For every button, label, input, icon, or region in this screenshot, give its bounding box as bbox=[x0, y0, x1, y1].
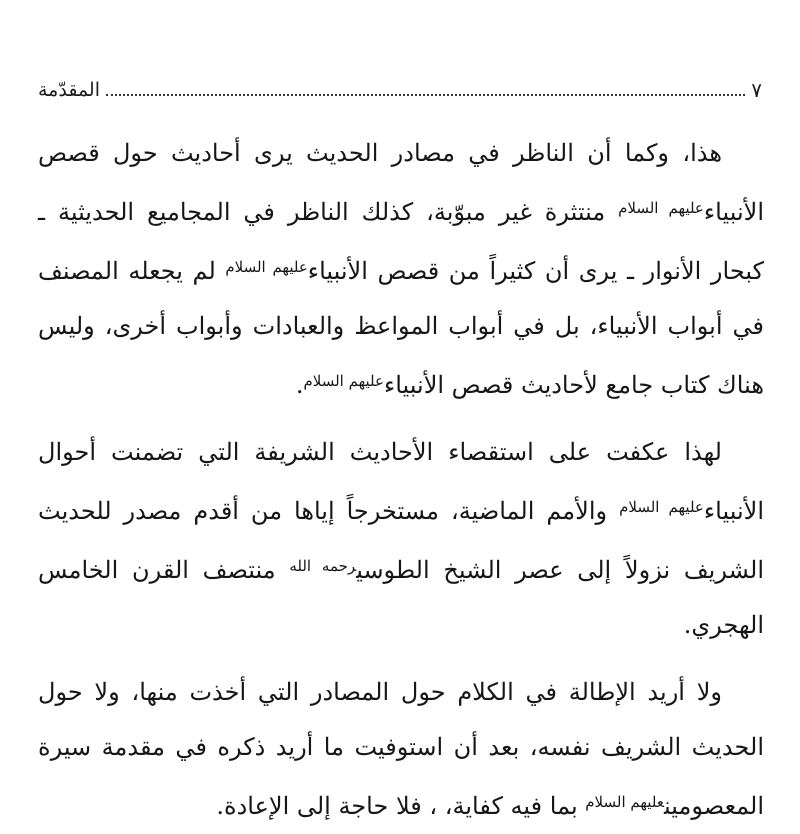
leader-dots bbox=[106, 93, 745, 96]
honorific-glyph: عليهم السلام bbox=[225, 258, 308, 276]
body-text bbox=[38, 126, 764, 834]
honorific-glyph: عليهم السلام bbox=[618, 199, 704, 217]
honorific-glyph: عليهم السلام bbox=[619, 498, 704, 516]
running-header bbox=[38, 64, 762, 100]
paragraph-text: منتثرة غير مبوّبة، كذلك الناظر في المجاميع الحديثية ـ كبحار الأنوار ـ يرى أن كثيراً من قصص الأنبياء bbox=[38, 198, 764, 285]
paragraph-text: هذا، وكما أن الناظر في مصادر الحديث يرى أحاديث حول قصص الأنبياء bbox=[38, 139, 764, 226]
paragraph bbox=[38, 425, 764, 653]
paragraph-text: لهذا عكفت على استقصاء الأحاديث الشريفة التي تضمنت أحوال الأنبياء bbox=[38, 438, 765, 525]
paragraph-text: . bbox=[295, 371, 304, 399]
paragraph-text: بما فيه كفاية، ، فلا حاجة إلى الإعادة. bbox=[216, 792, 586, 820]
paragraph-text: ولا أريد الإطالة في الكلام حول المصادر التي أخذت منها، ولا حول الحديث الشريف نفسه، بعد أن استوفيت ما أريد ذكره في مقدمة سيرة المعصومين bbox=[38, 678, 764, 820]
page-number: ٧ bbox=[751, 78, 762, 102]
paragraph bbox=[38, 665, 764, 834]
paragraph-text: والأمم الماضية، مستخرجاً إياها من أقدم مصدر للحديث الشريف نزولاً إلى عصر الشيخ الطوسي bbox=[38, 497, 764, 584]
honorific-glyph: عليهم السلام bbox=[585, 793, 665, 811]
paragraph-text: منتصف القرن الخامس الهجري. bbox=[38, 556, 764, 639]
paragraph bbox=[38, 126, 764, 413]
paragraph-text: لم يجعله المصنف في أبواب الأنبياء، بل في أبواب المواعظ والعبادات وأبواب أخرى، وليس هناك كتاب جامع لأحاديث قصص الأنبياء bbox=[38, 257, 764, 399]
honorific-glyph: عليهم السلام bbox=[303, 372, 384, 390]
section-title: المقدّمة bbox=[38, 79, 101, 101]
honorific-glyph: رحمه الله bbox=[289, 557, 357, 575]
